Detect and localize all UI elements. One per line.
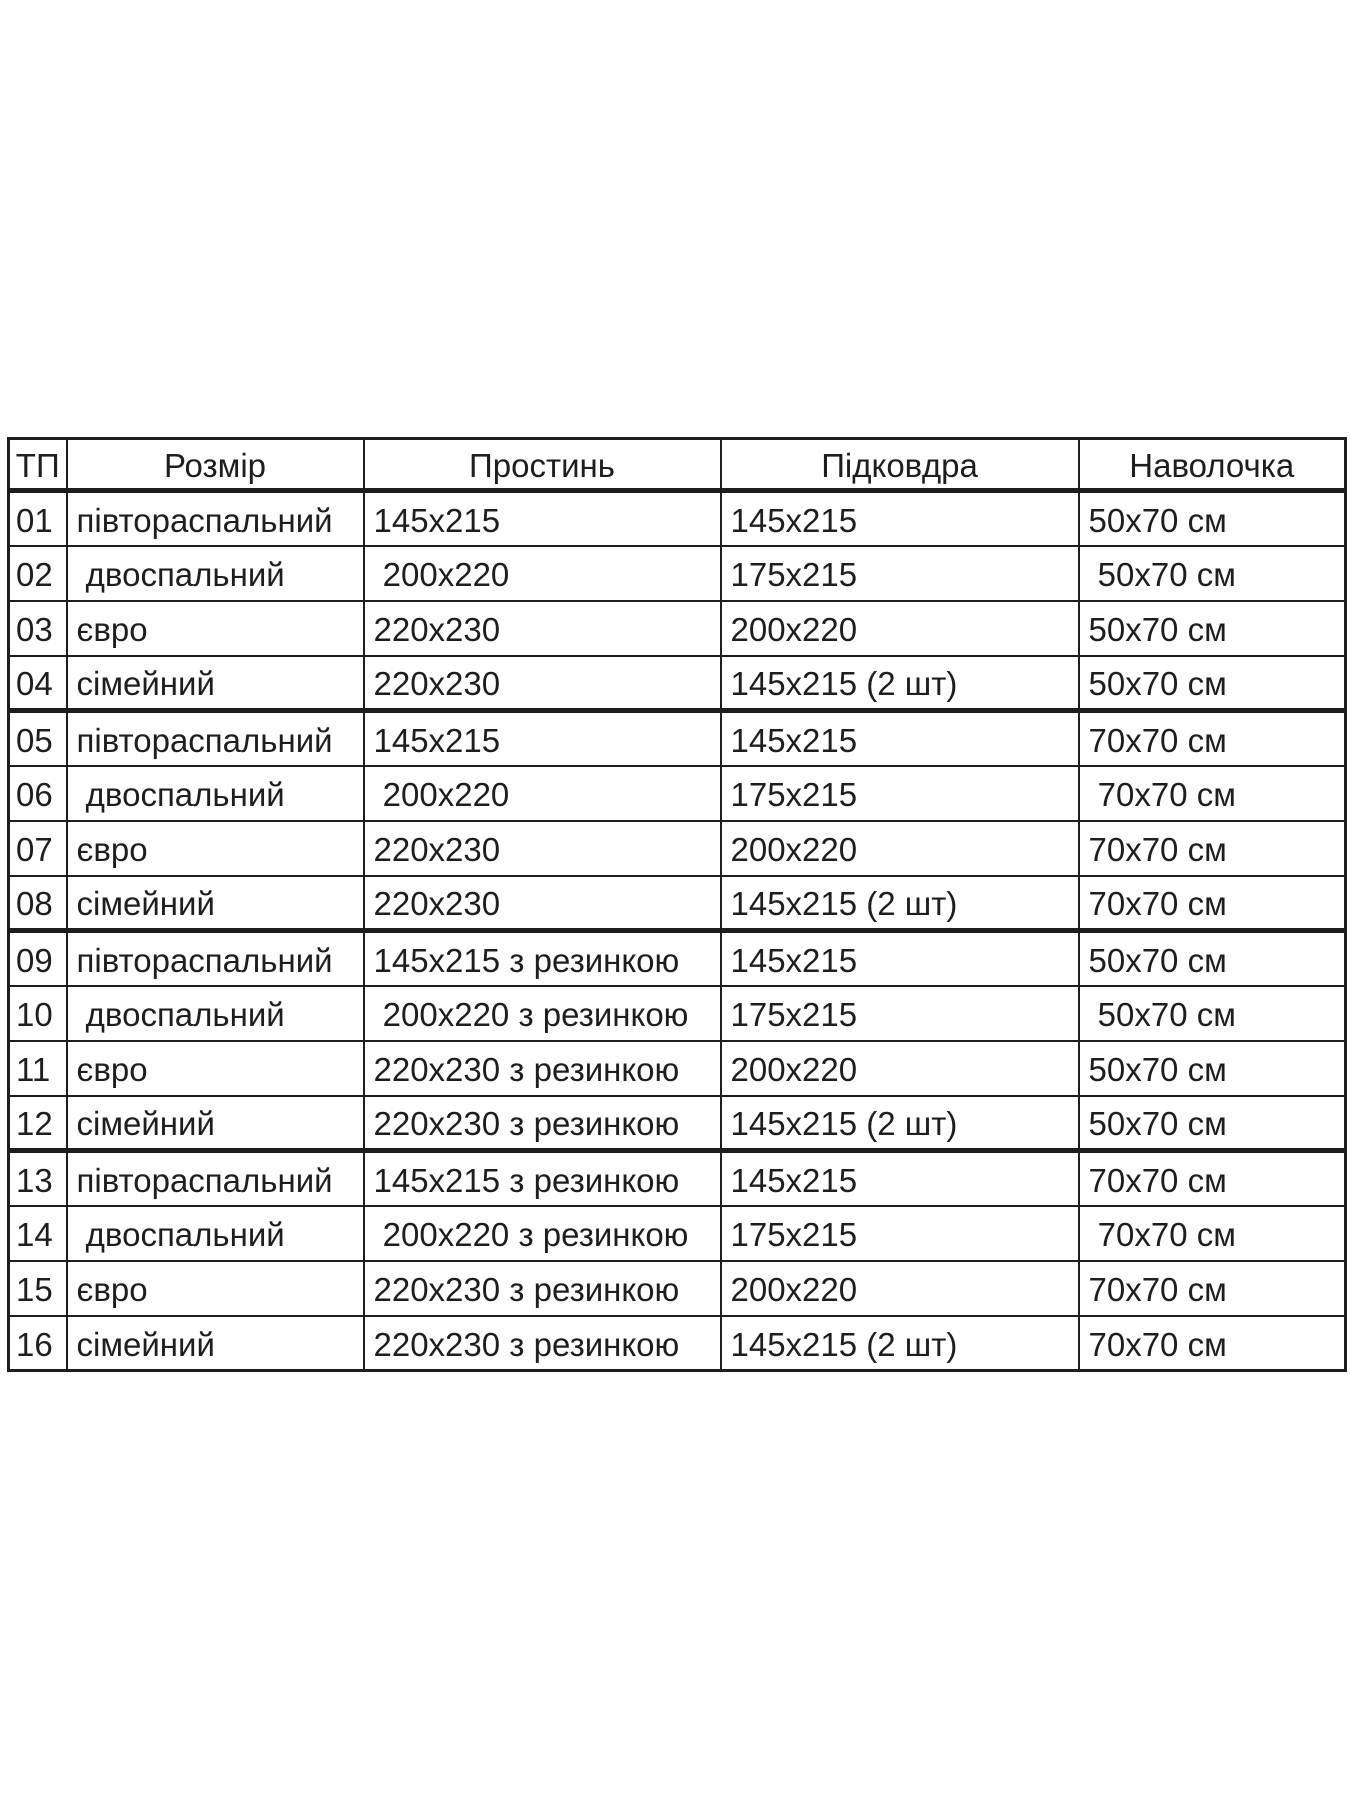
cell-tp: 15 [9,1261,67,1316]
table-row [9,601,1346,656]
column-header-pidkovdra: Підковдра [721,439,1079,491]
cell-navolochka: 50х70 см [1079,656,1346,711]
cell-pidkovdra: 200х220 [721,1041,1079,1096]
cell-pidkovdra: 145х215 [721,931,1079,986]
cell-pidkovdra: 200х220 [721,1261,1079,1316]
table-row [9,546,1346,601]
cell-rozmir: півтораспальний [67,1151,364,1206]
table-row [9,986,1346,1041]
cell-navolochka: 50х70 см [1079,986,1346,1041]
cell-pidkovdra: 200х220 [721,821,1079,876]
cell-navolochka: 70х70 см [1079,1206,1346,1261]
cell-tp: 01 [9,491,67,546]
cell-rozmir: двоспальний [67,986,364,1041]
cell-pidkovdra: 145х215 [721,1151,1079,1206]
cell-tp: 08 [9,876,67,931]
table-row [9,1316,1346,1371]
cell-tp: 16 [9,1316,67,1371]
table-row [9,1041,1346,1096]
cell-tp: 06 [9,766,67,821]
cell-rozmir: півтораспальний [67,931,364,986]
cell-rozmir: євро [67,1041,364,1096]
table-row [9,766,1346,821]
cell-rozmir: двоспальний [67,1206,364,1261]
cell-prostyn: 200х220 з резинкою [364,986,721,1041]
cell-prostyn: 200х220 з резинкою [364,1206,721,1261]
cell-rozmir: сімейний [67,656,364,711]
cell-navolochka: 50х70 см [1079,1096,1346,1151]
column-header-rozmir: Розмір [67,439,364,491]
cell-rozmir: двоспальний [67,546,364,601]
cell-pidkovdra: 145х215 [721,491,1079,546]
table-row [9,821,1346,876]
cell-rozmir: сімейний [67,1316,364,1371]
cell-prostyn: 220х230 [364,601,721,656]
cell-navolochka: 70х70 см [1079,821,1346,876]
cell-prostyn: 145х215 з резинкою [364,1151,721,1206]
cell-prostyn: 220х230 з резинкою [364,1316,721,1371]
cell-tp: 03 [9,601,67,656]
cell-navolochka: 50х70 см [1079,931,1346,986]
table-row [9,711,1346,766]
column-header-prostyn: Простинь [364,439,721,491]
table-row [9,656,1346,711]
cell-navolochka: 70х70 см [1079,1316,1346,1371]
cell-rozmir: двоспальний [67,766,364,821]
cell-rozmir: півтораспальний [67,711,364,766]
cell-rozmir: євро [67,601,364,656]
cell-tp: 02 [9,546,67,601]
cell-prostyn: 145х215 з резинкою [364,931,721,986]
cell-navolochka: 50х70 см [1079,546,1346,601]
cell-rozmir: сімейний [67,1096,364,1151]
cell-navolochka: 70х70 см [1079,1151,1346,1206]
table-row [9,876,1346,931]
cell-prostyn: 220х230 [364,876,721,931]
cell-tp: 09 [9,931,67,986]
bedding-sizes-table [7,437,1347,1372]
cell-pidkovdra: 175х215 [721,986,1079,1041]
column-header-tp: ТП [9,439,67,491]
cell-tp: 04 [9,656,67,711]
cell-navolochka: 70х70 см [1079,876,1346,931]
cell-rozmir: євро [67,821,364,876]
table-row [9,1096,1346,1151]
table-row [9,491,1346,546]
cell-tp: 05 [9,711,67,766]
cell-pidkovdra: 145х215 (2 шт) [721,1096,1079,1151]
cell-pidkovdra: 145х215 (2 шт) [721,1316,1079,1371]
cell-navolochka: 50х70 см [1079,601,1346,656]
cell-tp: 11 [9,1041,67,1096]
cell-prostyn: 145х215 [364,491,721,546]
cell-rozmir: євро [67,1261,364,1316]
cell-rozmir: сімейний [67,876,364,931]
cell-prostyn: 200х220 [364,766,721,821]
cell-tp: 13 [9,1151,67,1206]
cell-tp: 07 [9,821,67,876]
cell-prostyn: 200х220 [364,546,721,601]
cell-tp: 14 [9,1206,67,1261]
cell-pidkovdra: 145х215 [721,711,1079,766]
cell-prostyn: 220х230 з резинкою [364,1041,721,1096]
table-row [9,1151,1346,1206]
cell-navolochka: 50х70 см [1079,1041,1346,1096]
cell-navolochka: 70х70 см [1079,1261,1346,1316]
cell-pidkovdra: 175х215 [721,546,1079,601]
cell-pidkovdra: 145х215 (2 шт) [721,876,1079,931]
cell-navolochka: 70х70 см [1079,711,1346,766]
cell-pidkovdra: 200х220 [721,601,1079,656]
cell-pidkovdra: 175х215 [721,1206,1079,1261]
cell-prostyn: 220х230 з резинкою [364,1096,721,1151]
table-row [9,1206,1346,1261]
cell-pidkovdra: 175х215 [721,766,1079,821]
cell-pidkovdra: 145х215 (2 шт) [721,656,1079,711]
cell-prostyn: 145х215 [364,711,721,766]
cell-tp: 12 [9,1096,67,1151]
table-row [9,931,1346,986]
column-header-navolochka: Наволочка [1079,439,1346,491]
cell-prostyn: 220х230 з резинкою [364,1261,721,1316]
cell-navolochka: 70х70 см [1079,766,1346,821]
header-row [9,439,1346,491]
cell-prostyn: 220х230 [364,656,721,711]
cell-rozmir: півтораспальний [67,491,364,546]
table-row [9,1261,1346,1316]
cell-prostyn: 220х230 [364,821,721,876]
cell-tp: 10 [9,986,67,1041]
cell-navolochka: 50х70 см [1079,491,1346,546]
